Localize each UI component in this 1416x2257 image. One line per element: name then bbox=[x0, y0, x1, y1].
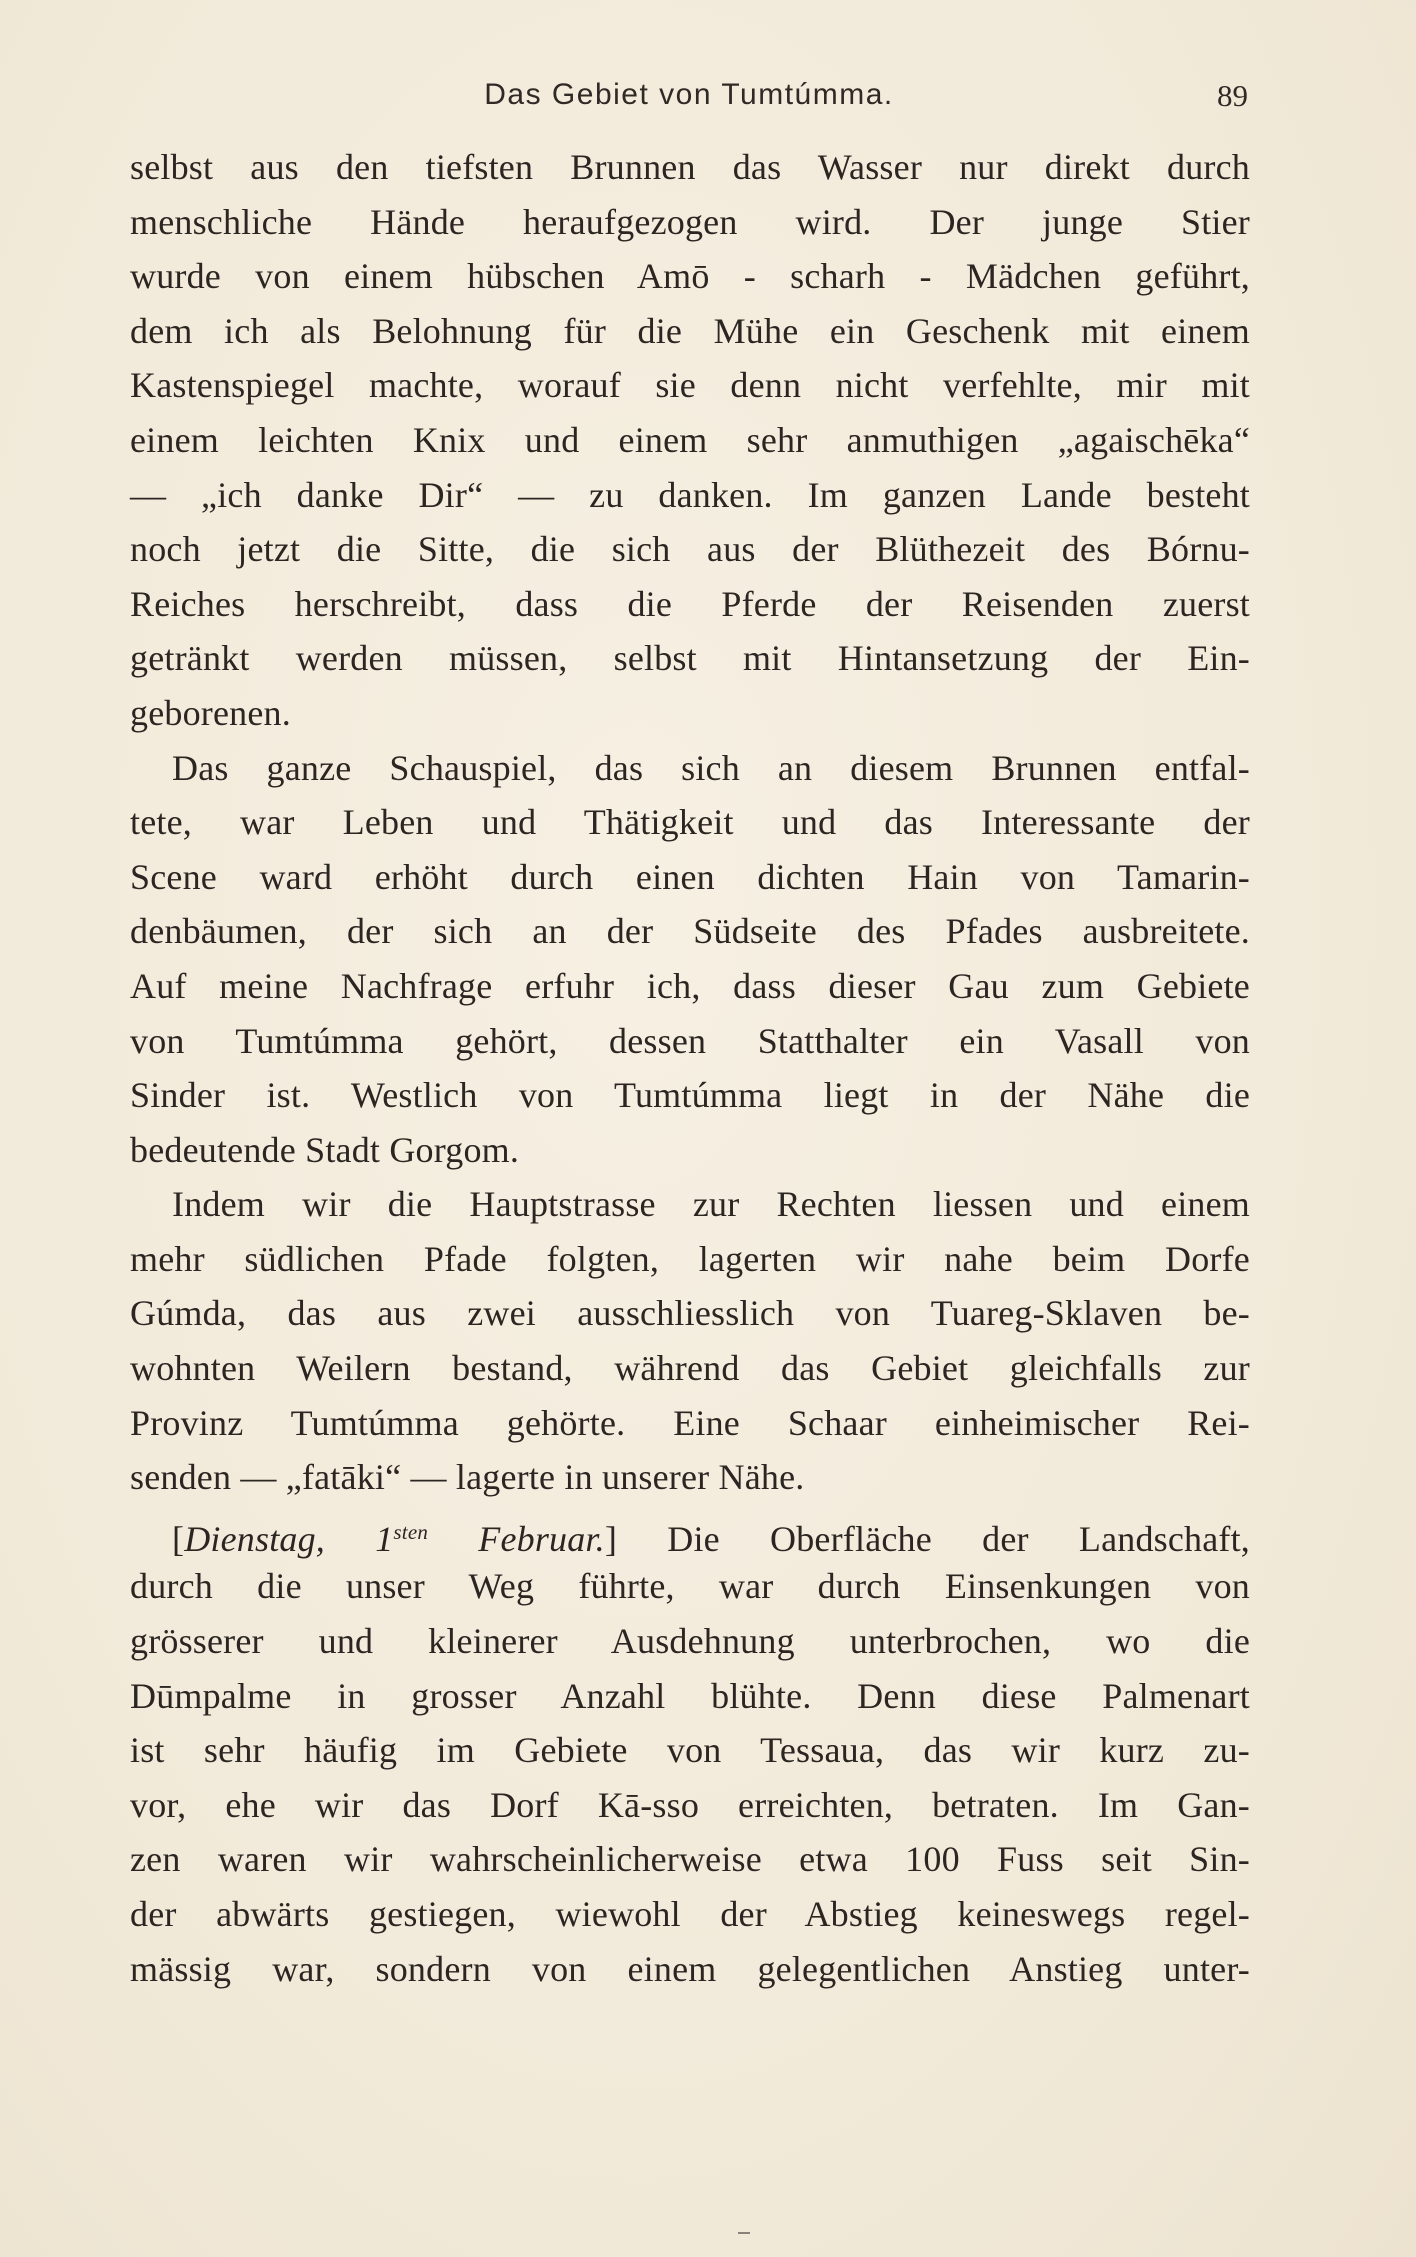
text-line: zen waren wir wahrscheinlicherweise etwa 100 Fuss seit Sin- bbox=[130, 1839, 1250, 1880]
text-line: wurde von einem hübschen Amō - scharh - Mädchen geführt, bbox=[130, 256, 1250, 297]
text-line: selbst aus den tiefsten Brunnen das Wasser nur direkt durch bbox=[130, 147, 1250, 187]
text-line: mässig war, sondern von einem gelegentlichen Anstieg unter- bbox=[130, 1948, 1250, 1989]
text-line: Auf meine Nachfrage erfuhr ich, dass dieser Gau zum Gebiete bbox=[130, 965, 1250, 1006]
body-text bbox=[130, 140, 1250, 1996]
dated-paragraph-line: [Dienstag, $1^{sten}$ Februar.] Die Oberfläche der Landschaft, bbox=[172, 1518, 1251, 1559]
text-line: durch die unser Weg führte, war durch Einsenkungen von bbox=[130, 1566, 1250, 1607]
text-line: bedeutende Stadt Gorgom. bbox=[130, 1129, 520, 1170]
date-heading: [Dienstag, $1^{sten}$ Februar.] bbox=[172, 1518, 618, 1559]
text-line: mehr südlichen Pfade folgten, lagerten wir nahe beim Dorfe bbox=[130, 1238, 1250, 1279]
text-line: Provinz Tumtúmma gehörte. Eine Schaar einheimischer Rei- bbox=[130, 1402, 1250, 1443]
text-line: denbäumen, der sich an der Südseite des Pfades ausbreitete. bbox=[130, 911, 1250, 952]
text-line: der abwärts gestiegen, wiewohl der Abstieg keineswegs regel- bbox=[130, 1894, 1250, 1934]
text-line: Reiches herschreibt, dass die Pferde der Reisenden zuerst bbox=[130, 583, 1250, 624]
text-line: Scene ward erhöht durch einen dichten Hain von Tamarin- bbox=[130, 856, 1250, 897]
paragraph-start-line: Das ganze Schauspiel, das sich an diesem Brunnen entfal- bbox=[172, 747, 1250, 788]
text-line: tete, war Leben und Thätigkeit und das Interessante der bbox=[130, 802, 1250, 843]
text-line: senden — „fatāki“ — lagerte in unserer Nähe. bbox=[130, 1457, 805, 1498]
text-line: ist sehr häufig im Gebiete von Tessaua, das wir kurz zu- bbox=[130, 1730, 1250, 1771]
text-line: von Tumtúmma gehört, dessen Statthalter ein Vasall von bbox=[130, 1020, 1250, 1061]
running-title: Das Gebiet von Tumtúmma. bbox=[484, 78, 894, 111]
text-line: menschliche Hände heraufgezogen wird. Der junge Stier bbox=[130, 201, 1250, 242]
bottom-mark bbox=[738, 2232, 750, 2234]
text-line: einem leichten Knix und einem sehr anmuthigen „agaischēka“ bbox=[130, 419, 1250, 460]
text-line: grösserer und kleinerer Ausdehnung unterbrochen, wo die bbox=[130, 1621, 1250, 1662]
page-number: 89 bbox=[1217, 78, 1248, 113]
text-line: Kastenspiegel machte, worauf sie denn nicht verfehlte, mir mit bbox=[130, 365, 1250, 406]
text-line: geborenen. bbox=[130, 692, 291, 733]
text-line: dem ich als Belohnung für die Mühe ein Geschenk mit einem bbox=[130, 310, 1250, 351]
text-line: getränkt werden müssen, selbst mit Hintansetzung der Ein- bbox=[130, 638, 1250, 679]
text-line: Gúmda, das aus zwei ausschliesslich von Tuareg-Sklaven be- bbox=[130, 1293, 1250, 1334]
running-head bbox=[130, 78, 1248, 118]
text-line: wohnten Weilern bestand, während das Gebiet gleichfalls zur bbox=[130, 1348, 1250, 1389]
paragraph-start-line: Indem wir die Hauptstrasse zur Rechten liessen und einem bbox=[172, 1184, 1250, 1225]
text-line: — „ich danke Dir“ — zu danken. Im ganzen Lande besteht bbox=[130, 474, 1250, 515]
text-line: vor, ehe wir das Dorf Kā-sso erreichten, betraten. Im Gan- bbox=[130, 1784, 1250, 1825]
text-line: Sinder ist. Westlich von Tumtúmma liegt in der Nähe die bbox=[130, 1075, 1250, 1116]
text-line: noch jetzt die Sitte, die sich aus der Blüthezeit des Bórnu- bbox=[130, 529, 1250, 570]
text-line: Dūmpalme in grosser Anzahl blühte. Denn diese Palmenart bbox=[130, 1675, 1250, 1716]
